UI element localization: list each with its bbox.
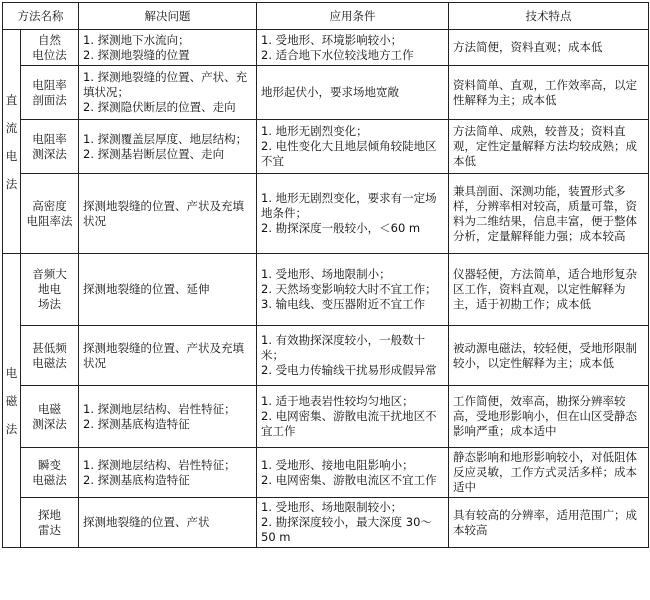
method-name-line: 瞬变 [38, 457, 61, 472]
problem-line: 1. 探测覆盖层厚度、地层结构； [83, 131, 248, 146]
feature-cell [449, 30, 649, 66]
condition-line: 1. 地形无剧烈变化； [261, 124, 368, 138]
category-label-char: 流 [5, 120, 18, 135]
category-label-char: 磁 [5, 393, 18, 408]
table-row [3, 498, 649, 548]
condition-line: 2. 勘探深度一般较小，＜60 m [261, 221, 421, 235]
table-row [3, 30, 649, 66]
condition-line: 2. 勘探深度较小，最大深度 30～50 m [261, 515, 432, 544]
method-name-line: 剖面法 [32, 92, 67, 107]
method-name-line: 雷达 [38, 522, 61, 537]
condition-line: 3. 输电线、变压器附近不宜工作 [261, 297, 426, 311]
method-name-cell [21, 326, 79, 386]
table-row [3, 386, 649, 448]
header-row [3, 3, 649, 30]
feature-cell [449, 386, 649, 448]
problem-line: 1. 探测地裂缝的位置、产状、充填状况； [83, 70, 248, 99]
condition-line: 2. 受电力传输线干扰易形成假异常 [261, 363, 437, 377]
condition-line: 1. 适于地表岩性较均匀地区； [261, 394, 414, 408]
method-name-cell [21, 66, 79, 120]
feature-text: 工作简便，效率高，勘探分辨率较高，受地形影响小，但在山区受静态影响严重；成本适中 [453, 394, 637, 438]
method-name-line: 电位法 [32, 47, 67, 62]
feature-cell [449, 326, 649, 386]
problem-line: 1. 探测地层结构、岩性特征； [83, 401, 236, 416]
problem-line: 探测地裂缝的位置、产状及充填状况 [83, 340, 244, 370]
header-method: 方法名称 [3, 3, 79, 30]
method-name-line: 电磁法 [32, 472, 67, 487]
problem-line: 1. 探测地层结构、岩性特征； [83, 457, 236, 472]
problem-cell [79, 498, 257, 548]
method-name-line: 电阻率法 [26, 213, 73, 228]
category-label-char: 电 [5, 148, 18, 163]
feature-text: 具有较高的分辨率，适用范围广；成本较高 [453, 507, 637, 537]
table-row [3, 174, 649, 254]
feature-cell [449, 498, 649, 548]
method-name-line: 高密度 [32, 198, 67, 213]
method-name-cell [21, 120, 79, 174]
condition-line: 地形起伏小，要求场地宽敞 [261, 85, 399, 99]
condition-line: 1. 受地形、场地限制小； [261, 267, 391, 281]
method-name-line: 电磁法 [32, 355, 67, 370]
method-name-cell [21, 448, 79, 498]
method-name-line: 电磁 [38, 401, 61, 416]
problem-cell [79, 120, 257, 174]
condition-line: 2. 适合地下水位较浅地方工作 [261, 47, 414, 62]
condition-line: 2. 电性变化大且地层倾角较陡地区不宜 [261, 139, 437, 168]
condition-line: 1. 受地形、环境影响较小； [261, 32, 403, 47]
condition-cell [257, 30, 449, 66]
table-body [3, 30, 649, 548]
feature-text: 资料简单、直观，工作效率高，以定性解释为主；成本低 [453, 77, 637, 107]
problem-cell [79, 326, 257, 386]
condition-line: 2. 电网密集、游散电流区不宜工作 [261, 472, 437, 487]
method-name-line: 自然 [38, 32, 61, 47]
feature-text: 仪器轻便，方法简单，适合地形复杂区工作，资料直观，以定性解释为主，适于初勘工作；成本低 [453, 267, 637, 311]
category-label-char: 法 [5, 421, 18, 436]
problem-line: 2. 探测隐伏断层的位置、走向 [83, 100, 236, 114]
method-name-cell [21, 386, 79, 448]
method-name-line: 探地 [38, 507, 61, 522]
problem-line: 2. 探测基底构造特征 [83, 416, 190, 431]
method-name-line: 甚低频 [32, 340, 67, 355]
problem-line: 2. 探测基岩断层位置、走向 [83, 146, 225, 161]
condition-cell [257, 120, 449, 174]
method-name-line: 场法 [38, 297, 61, 311]
methods-table [2, 2, 649, 548]
header-problem: 解决问题 [79, 3, 257, 30]
problem-cell [79, 174, 257, 254]
method-name-cell [21, 30, 79, 66]
table-row [3, 120, 649, 174]
feature-cell [449, 66, 649, 120]
feature-text: 兼具剖面、深测功能，装置形式多样，分辨率相对较高，质量可靠，资料为二维结果，信息丰富，便于整体分析，定量解释能力强；成本较高 [453, 183, 637, 243]
feature-cell [449, 120, 649, 174]
feature-cell [449, 174, 649, 254]
condition-cell [257, 66, 449, 120]
table-row [3, 326, 649, 386]
category-label-char: 电 [5, 365, 18, 380]
problem-cell [79, 30, 257, 66]
problem-line: 2. 探测地裂缝的位置 [83, 47, 190, 62]
condition-line: 1. 受地形、场地限制较小； [261, 500, 403, 514]
condition-cell [257, 386, 449, 448]
feature-text: 静态影响和地形影响较小，对低阻体反应灵敏，工作方式灵活多样；成本适中 [453, 450, 637, 494]
method-name-cell [21, 498, 79, 548]
condition-cell [257, 498, 449, 548]
condition-cell [257, 254, 449, 326]
method-name-cell [21, 254, 79, 326]
method-name-line: 测深法 [32, 146, 67, 161]
feature-text: 方法简便，资料直观；成本低 [453, 40, 603, 54]
method-name-line: 地电 [38, 282, 61, 296]
feature-text: 被动源电磁法，较轻便，受地形限制较小，以定性解释为主；成本低 [453, 340, 637, 370]
table-row [3, 448, 649, 498]
condition-line: 2. 电网密集、游散电流干扰地区不宜工作 [261, 409, 437, 438]
problem-cell [79, 448, 257, 498]
problem-cell [79, 386, 257, 448]
problem-cell [79, 254, 257, 326]
table-row [3, 66, 649, 120]
method-name-line: 音频大 [32, 267, 67, 281]
condition-cell [257, 448, 449, 498]
category-label-char: 直 [5, 92, 18, 107]
problem-line: 2. 探测基底构造特征 [83, 472, 190, 487]
condition-cell [257, 326, 449, 386]
problem-line: 探测地裂缝的位置、产状 [83, 515, 210, 529]
table-row [3, 254, 649, 326]
condition-line: 2. 天然场变影响较大时不宜工作； [261, 282, 437, 296]
feature-cell [449, 448, 649, 498]
method-name-line: 电阻率 [32, 77, 67, 92]
header-feature: 技术特点 [449, 3, 649, 30]
category-cell [3, 254, 21, 548]
feature-cell [449, 254, 649, 326]
header-condition: 应用条件 [257, 3, 449, 30]
category-cell [3, 30, 21, 254]
condition-cell [257, 174, 449, 254]
category-label-char: 法 [5, 176, 18, 191]
method-name-line: 电阻率 [32, 131, 67, 146]
condition-line: 1. 有效勘探深度较小，一般数十米； [261, 333, 426, 362]
condition-line: 1. 受地形、接地电阻影响小； [261, 457, 414, 472]
feature-text: 方法简单、成熟，较普及；资料直观，定性定量解释方法均较成熟；成本低 [453, 124, 637, 168]
method-name-cell [21, 174, 79, 254]
problem-line: 1. 探测地下水流向； [83, 32, 190, 47]
condition-line: 1. 地形无剧烈变化，要求有一定场地条件； [261, 191, 437, 220]
problem-line: 探测地裂缝的位置、产状及充填状况 [83, 198, 244, 228]
method-name-line: 测深法 [32, 416, 67, 431]
problem-cell [79, 66, 257, 120]
problem-line: 探测地裂缝的位置、延伸 [83, 282, 210, 296]
